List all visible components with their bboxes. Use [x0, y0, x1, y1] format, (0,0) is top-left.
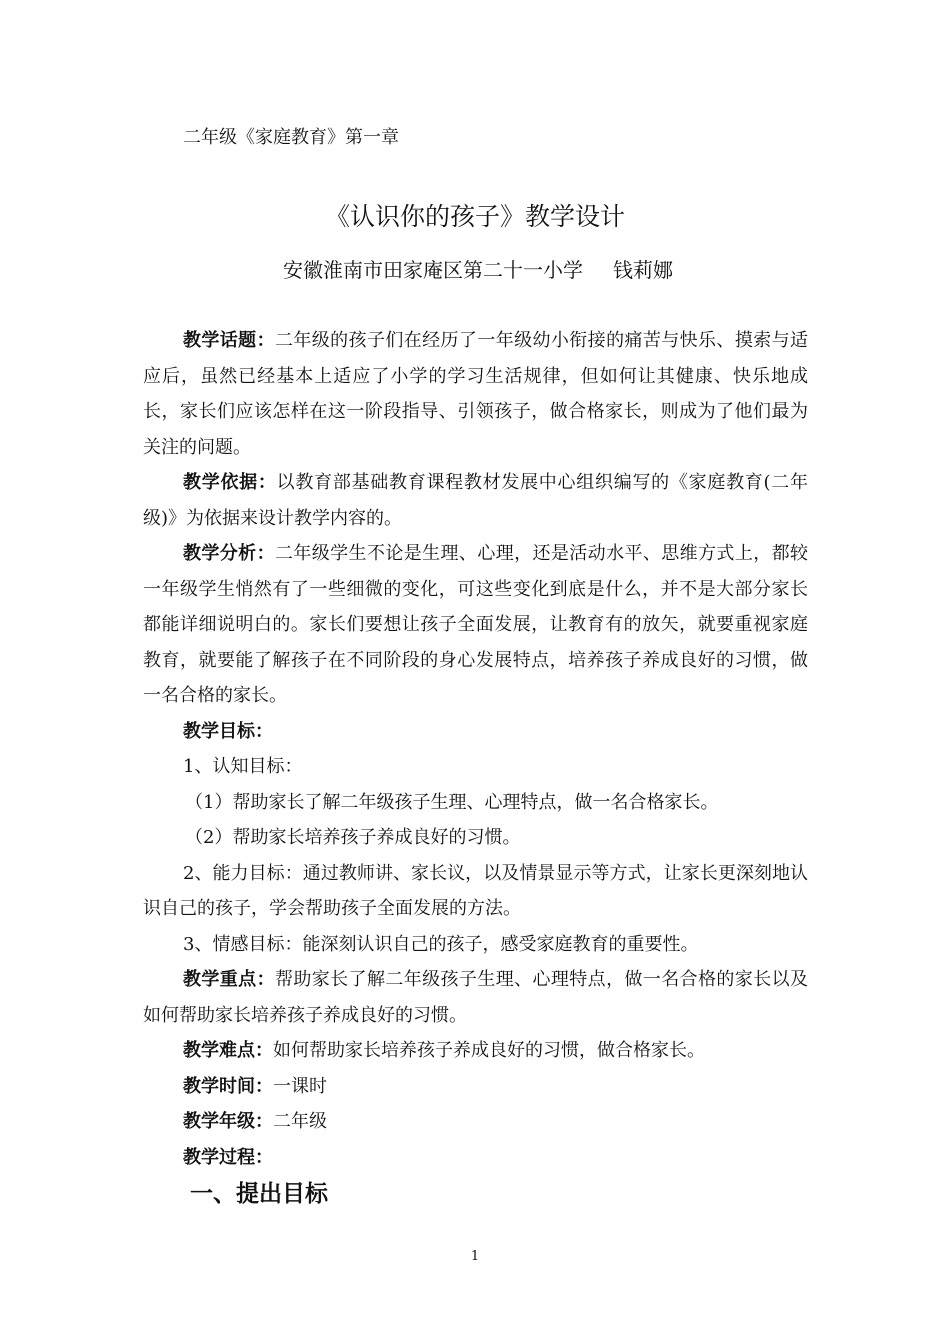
basis-label: 教学依据：: [183, 472, 277, 493]
school-name: 安徽淮南市田家庵区第二十一小学: [283, 258, 583, 282]
process-paragraph: [143, 1140, 808, 1176]
goals-heading: [143, 714, 808, 750]
grade-paragraph: [143, 1104, 808, 1140]
analysis-paragraph: [143, 536, 808, 714]
key-point-label: 教学重点：: [183, 969, 275, 990]
topic-paragraph: [143, 323, 808, 465]
emotion-goal: 3、情感目标：能深刻认识自己的孩子，感受家庭教育的重要性。: [183, 933, 699, 955]
difficulty-paragraph: [143, 1033, 808, 1069]
topic-text: 二年级的孩子们在经历了一年级幼小衔接的痛苦与快乐、摸索与适应后，虽然已经基本上适应了小学的学习生活规律，但如何让其健康、快乐地成长，家长们应该怎样在这一阶段指导、引领孩子，做合格家长，则成为了他们最为关注的问题。: [143, 330, 809, 458]
section-heading-1: 一、提出目标: [190, 1181, 328, 1207]
document-body: [143, 323, 808, 1175]
cognitive-goal-item-2: （2）帮助家长培养孩子养成良好的习惯。: [185, 827, 521, 848]
ability-goal: 2、能力目标：通过教师讲、家长议，以及情景显示等方式，让家长更深刻地认识自己的孩子，学会帮助孩子全面发展的方法。: [143, 862, 808, 919]
analysis-label: 教学分析：: [183, 543, 275, 564]
key-point-paragraph: [143, 962, 808, 1033]
author-line: [283, 256, 673, 284]
time-label: 教学时间：: [183, 1075, 273, 1097]
grade-label: 教学年级：: [183, 1111, 273, 1132]
basis-text: 以教育部基础教育课程教材发展中心组织编写的《家庭教育(二年级)》为依据来设计教学内容的。: [143, 472, 808, 529]
topic-label: 教学话题：: [183, 330, 275, 351]
cognitive-goal: 1、认知目标：: [183, 756, 303, 777]
basis-paragraph: [143, 465, 808, 536]
key-point-text: 帮助家长了解二年级孩子生理、心理特点，做一名合格的家长以及如何帮助家长培养孩子养成良好的习惯。: [143, 969, 809, 1026]
page-number: 1: [470, 1249, 480, 1264]
process-label: 教学过程：: [183, 1146, 273, 1168]
analysis-text: 二年级学生不论是生理、心理，还是活动水平、思维方式上，都较一年级学生悄然有了一些细微的变化，可这些变化到底是什么，并不是大部分家长都能详细说明白的。家长们要想让孩子全面发展，让教育有的放矢，就要重视家庭教育，就要能了解孩子在不同阶段的身心发展特点，培养孩子养成良好的习惯，做一名合格的家长。: [143, 543, 809, 706]
chapter-line: 二年级《家庭教育》第一章: [183, 127, 399, 148]
time-text: 一课时: [273, 1075, 327, 1097]
goals-label: 教学目标：: [183, 720, 273, 742]
difficulty-label: 教学难点：: [183, 1040, 273, 1061]
time-paragraph: [143, 1069, 808, 1105]
author-name: 钱莉娜: [613, 258, 673, 282]
document-title: 《认识你的孩子》教学设计: [324, 202, 625, 231]
grade-text: 二年级: [273, 1111, 327, 1132]
cognitive-goal-item-1: （1）帮助家长了解二年级孩子生理、心理特点，做一名合格家长。: [185, 791, 719, 813]
difficulty-text: 如何帮助家长培养孩子养成良好的习惯，做合格家长。: [273, 1040, 705, 1061]
